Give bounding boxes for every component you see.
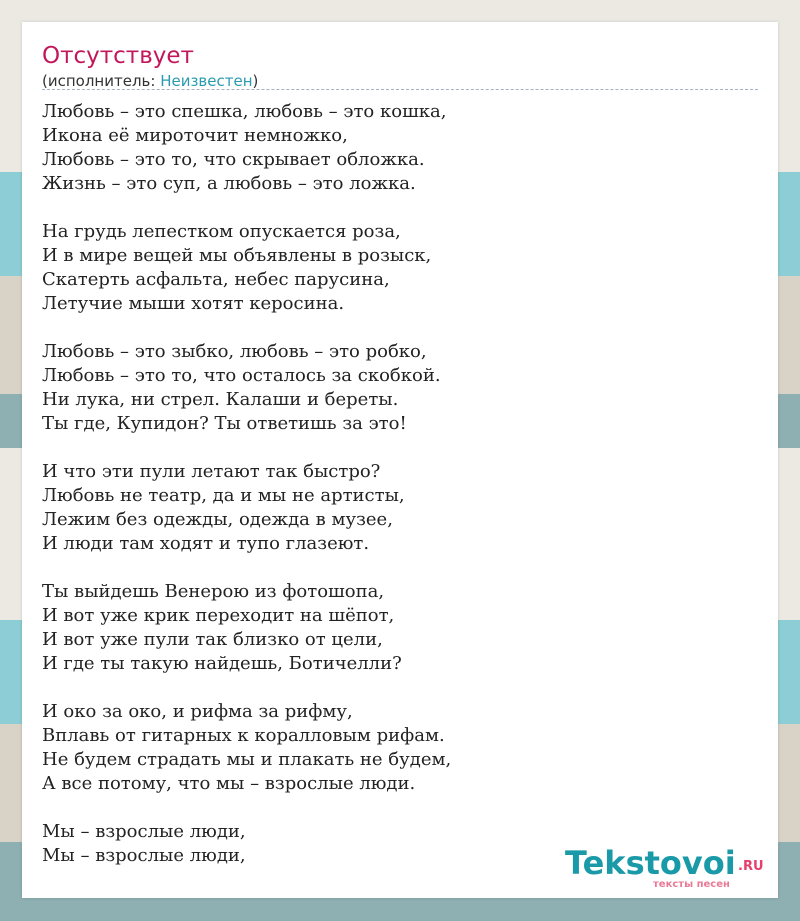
artist-link[interactable]: Неизвестен: [160, 72, 253, 90]
lyric-line: На грудь лепестком опускается роза,: [42, 221, 401, 242]
lyrics-text: [42, 100, 758, 892]
lyric-line: Не будем страдать мы и плакать не будем,: [42, 749, 452, 770]
lyric-line: Летучие мыши хотят керосина.: [42, 293, 345, 314]
site-logo[interactable]: [565, 845, 770, 890]
lyric-line: Мы – взрослые люди,: [42, 845, 246, 866]
lyric-line: Икона её мироточит немножко,: [42, 125, 348, 146]
lyric-line: И в мире вещей мы объявлены в розыск,: [42, 245, 432, 266]
artist-line: [42, 71, 258, 91]
lyric-line: Любовь – это зыбко, любовь – это робко,: [42, 341, 427, 362]
title-divider: [42, 89, 758, 90]
song-title: Отсутствует: [42, 43, 194, 69]
lyric-line: Любовь – это то, что скрывает обложка.: [42, 149, 425, 170]
lyric-line: Ты выйдешь Венерою из фотошопа,: [42, 581, 385, 602]
artist-prefix: (исполнитель:: [42, 72, 161, 90]
verse: [42, 100, 758, 196]
lyric-line: И око за око, и рифма за рифму,: [42, 701, 353, 722]
lyric-line: Любовь – это то, что осталось за скобкой.: [42, 365, 441, 386]
lyric-line: Жизнь – это суп, а любовь – это ложка.: [42, 173, 416, 194]
logo-tagline: тексты песен: [653, 879, 730, 890]
verse: [42, 220, 758, 316]
lyric-line: И люди там ходят и тупо глазеют.: [42, 533, 370, 554]
lyric-line: А все потому, что мы – взрослые люди.: [42, 773, 416, 794]
lyric-line: Скатерть асфальта, небес парусина,: [42, 269, 390, 290]
lyric-line: Любовь – это спешка, любовь – это кошка,: [42, 101, 447, 122]
verse: [42, 340, 758, 436]
logo-wordmark: Tekstovoi: [565, 844, 736, 882]
lyrics-card: [22, 22, 778, 898]
lyric-line: Ты где, Купидон? Ты ответишь за это!: [42, 413, 407, 434]
lyric-line: Вплавь от гитарных к коралловым рифам.: [42, 725, 445, 746]
logo-tld: .RU: [738, 859, 764, 874]
lyric-line: Любовь не театр, да и мы не артисты,: [42, 485, 405, 506]
lyric-line: И где ты такую найдешь, Ботичелли?: [42, 653, 402, 674]
lyric-line: И что эти пули летают так быстро?: [42, 461, 381, 482]
verse: [42, 700, 758, 796]
verse: [42, 580, 758, 676]
artist-suffix: ): [252, 72, 259, 90]
verse: [42, 460, 758, 556]
lyric-line: Лежим без одежды, одежда в музее,: [42, 509, 393, 530]
lyric-line: Ни лука, ни стрел. Калаши и береты.: [42, 389, 399, 410]
lyric-line: И вот уже крик переходит на шёпот,: [42, 605, 395, 626]
lyric-line: Мы – взрослые люди,: [42, 821, 246, 842]
lyric-line: И вот уже пули так близко от цели,: [42, 629, 383, 650]
